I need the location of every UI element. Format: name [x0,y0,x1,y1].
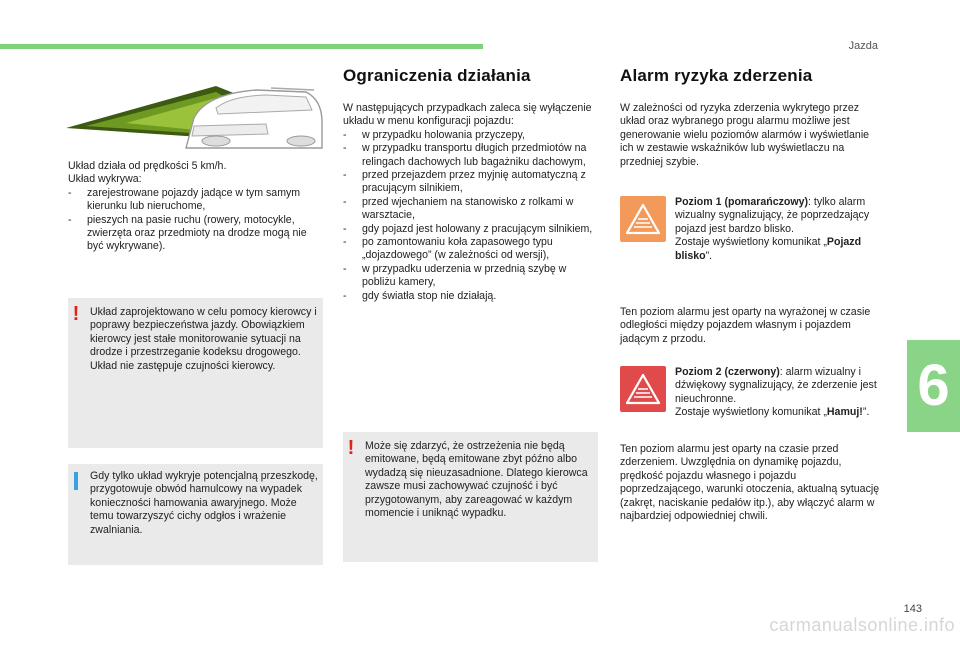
exclamation-icon: ! [347,437,355,459]
watermark: carmanualsonline.info [769,615,955,635]
list-item: - przed przejazdem przez myjnię automatyczną z pracującym silnikiem, [343,169,598,196]
level-1-name: Poziom 1 (pomarańczowy) [675,196,809,208]
level-1-message: Pojazd blisko [675,236,862,262]
level-2-msg-suffix: ”. [862,406,870,419]
level-1-msg-prefix: Zostaje wyświetlony komunikat „ [675,236,827,249]
warning-box [68,298,323,448]
section-title: Jazda [848,40,878,52]
page-number: 143 [903,603,922,615]
level-2-msg-prefix: Zostaje wyświetlony komunikat „ [675,406,827,419]
level-1-desc: : tylko alarm wizualny sygnalizujący, że poprzedzający pojazd jest bardzo blisko. [675,196,870,235]
warning-box [343,432,598,562]
list-item: - gdy światła stop nie działają. [343,290,598,303]
triangle-warning-icon [620,366,666,412]
level-2-name: Poziom 2 (czerwony) [675,366,780,378]
info-icon [74,472,78,490]
level-2-message: Hamuj! [826,406,863,419]
warning-text: Może się zdarzyć, że ostrzeżenia nie będą emitowane, będą emitowane zbyt późno albo wydadzą się nieuzasadnione. Dlatego kierowca zawsze musi zachowywać czujność i być przygotowanym, aby zareagować w każdym momencie i uniknąć wypadku. [365,440,588,520]
list-item: - pieszych na pasie ruchu (rowery, motocykle, zwierzęta oraz przedmioty na drodze mogą nie być wykrywane). [68,214,324,254]
header-bar [0,44,483,49]
list-item: - po zamontowaniu koła zapasowego typu „dojazdowego” (w zależności od wersji), [343,236,598,263]
level-2-desc: : alarm wizualny i dźwiękowy sygnalizujący, że zderzenie jest nieuchronne. [675,366,877,405]
alarm-intro: W zależności od ryzyka zderzenia wykrytego przez układ oraz wybranego progu alarmu możliwe jest generowanie wielu poziomów alarmów i wyświetlanie ich w zestawie wskaźników lub wyświetlaczu na przedniej szybie. [620,102,870,168]
limitations-list [343,129,598,303]
triangle-warning-icon [620,196,666,242]
detect-list [68,187,324,254]
limitations-text [343,102,598,303]
list-item: - w przypadku transportu długich przedmiotów na relingach dachowych lub bagażniku dachowym, [343,142,598,169]
list-item: - przed wjechaniem na stanowisko z rolkami w warsztacie, [343,196,598,223]
info-text: Gdy tylko układ wykryje potencjalną przeszkodę, przygotowuje obwód hamulcowy na wypadek konieczności hamowania awaryjnego. Może temu towarzyszyć cichy odgłos i wrażenie zwalniania. [90,470,318,536]
section-heading: Alarm ryzyka zderzenia [620,66,813,85]
exclamation-icon: ! [72,303,80,325]
limitations-intro: W następujących przypadkach zaleca się wyłączenie układu w menu konfiguracji pojazdu: [343,102,592,128]
list-item: - w przypadku uderzenia w przednią szybę w pobliżu kamery, [343,263,598,290]
warning-text: Układ zaprojektowano w celu pomocy kierowcy i poprawy bezpieczeństwa jazdy. Obowiązkiem kierowcy jest stałe monitorowanie sytuacji na drodze i przestrzeganie kodeksu drogowego. Układ nie zastępuje czujności kierowcy. [90,306,317,372]
car-front-icon [66,78,324,154]
list-item: - zarejestrowane pojazdy jadące w tym samym kierunku lub nieruchome, [68,187,324,214]
detection-description [68,160,324,254]
info-box [68,464,323,565]
level-1-note: Ten poziom alarmu jest oparty na wyrażonej w czasie odległości między pojazdem własnym i pojazdem jadącym z przodu. [620,306,871,345]
chapter-number: 6 [917,353,950,418]
list-item: - gdy pojazd jest holowany z pracującym silnikiem, [343,223,598,236]
section-heading: Ograniczenia działania [343,66,531,85]
intro-line: Układ wykrywa: [68,173,142,186]
level-1-description [675,196,880,263]
list-item: - w przypadku holowania przyczepy, [343,129,598,142]
level-2-note: Ten poziom alarmu jest oparty na czasie przed zderzeniem. Uwzględnia on dynamikę pojazdu, prędkość pojazdu własnego i pojazdu poprzedzającego, warunki otoczenia, aktualną sytuację (zakręt, naciskanie pedałów itp.), aby włączyć alarm w najbardziej odpowiedniej chwili. [620,443,880,523]
intro-line: Układ działa od prędkości 5 km/h. [68,160,227,172]
level-1-msg-suffix: ”. [705,249,713,262]
level-2-description [675,366,880,420]
